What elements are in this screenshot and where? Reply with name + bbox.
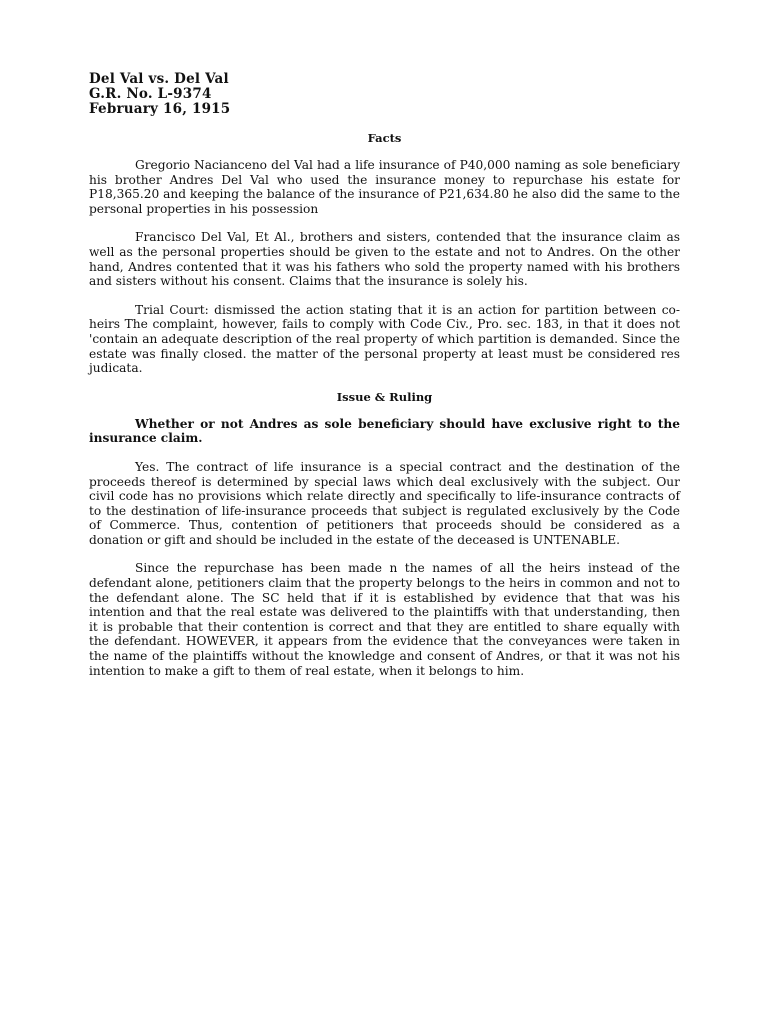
ruling-paragraph-1: Yes. The contract of life insurance is a special contract and the destination of the proceeds thereof is determined by special laws which deal exclusively with the subject. Our civil code has no provisions which relate directly and specifically to life-insurance contracts of to the destination of life-insurance proceeds that subject is regulated exclusively by the Code of Commerce. Thus, contention of petitioners that proceeds should be considered as a donation or gift and should be included in the estate of the deceased is UNTENABLE. [89,459,680,547]
facts-paragraph-2: Francisco Del Val, Et Al., brothers and sisters, contended that the insurance claim as well as the personal properties should be given to the estate and not to Andres. On the other hand, Andres contented that it was his fathers who sold the property named with his brothers and sisters without his consent. Claims that the insurance is solely his. [89,230,680,289]
issue-ruling-heading: Issue & Ruling [336,389,433,404]
case-title: Del Val vs. Del Val [89,71,229,87]
gr-number: G.R. No. L-9374 [89,86,212,102]
facts-paragraph-1: Gregorio Nacianceno del Val had a life insurance of P40,000 naming as sole beneficiary his brother Andres Del Val who used the insurance money to repurchase his estate for P18,365.20 and keeping the balance of the insurance of P21,634.80 he also did the same to the personal properties in his possession [89,158,680,216]
facts-paragraph-3: Trial Court: dismissed the action stating that it is an action for partition between co-heirs The complaint, however, fails to comply with Code Civ., Pro. sec. 183, in that it does not 'contain an adequate description of the real property of which partition is demanded. Since the estate was finally closed. the matter of the personal property at least must be considered res judicata. [89,302,680,376]
decision-date: February 16, 1915 [89,101,231,117]
ruling-paragraph-2: Since the repurchase has been made n the names of all the heirs instead of the defendant alone, petitioners claim that the property belongs to the heirs in common and not to the defendant alone. The SC held that if it is established by evidence that that was his intention and that the real estate was delivered to the plaintiffs with that understanding, then it is probable that their contention is correct and that they are entitled to share equally with the defendant. HOWEVER, it appears from the evidence that the conveyances were taken in the name of the plaintiffs without the knowledge and consent of Andres, or that it was not his intention to make a gift to them of real estate, when it belongs to him. [89,561,680,678]
issue-statement: Whether or not Andres as sole beneficiary should have exclusive right to the insurance claim. [89,416,680,446]
facts-heading: Facts [367,131,402,145]
case-header [89,72,680,117]
